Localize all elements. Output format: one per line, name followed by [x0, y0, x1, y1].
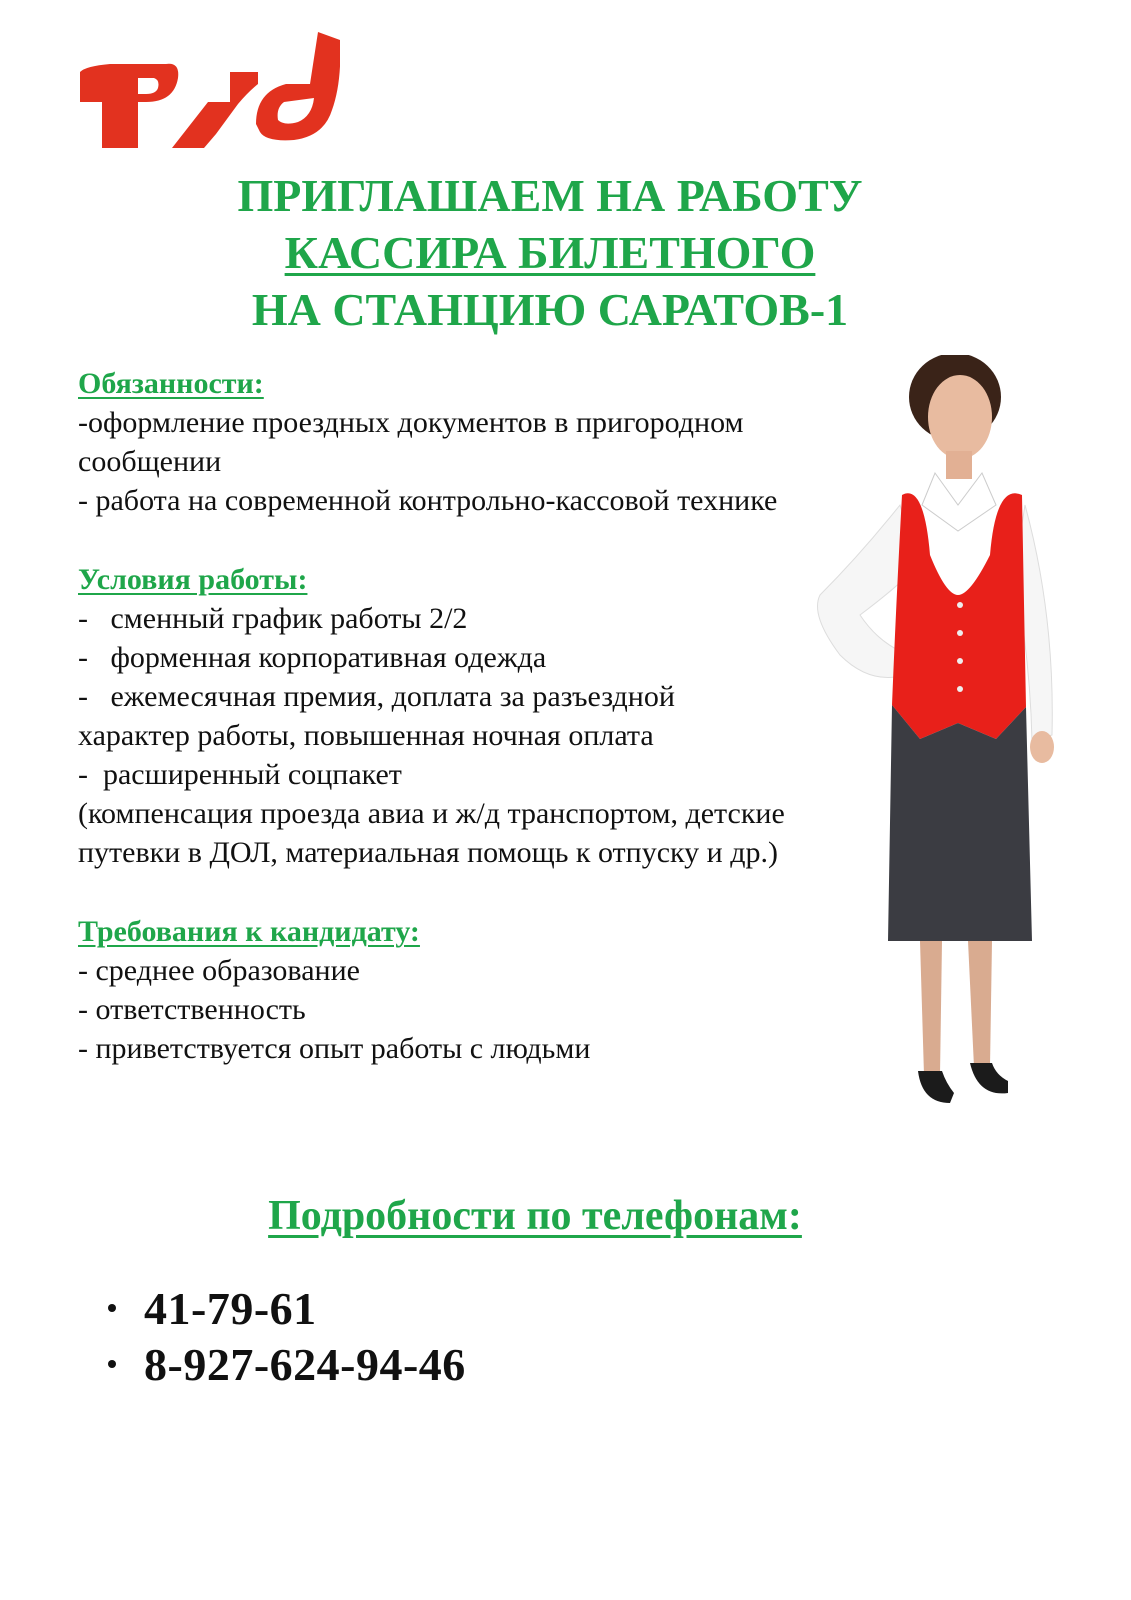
duty-item: - работа на современной контрольно-кассовой технике: [78, 484, 778, 517]
condition-item: - ежемесячная премия, доплата за разъездной: [78, 680, 675, 713]
condition-item: характер работы, повышенная ночная оплата: [78, 719, 654, 752]
bullet-icon: [108, 1360, 116, 1368]
duties-section: [78, 364, 777, 520]
title-line-3: НА СТАНЦИЮ САРАТОВ-1: [251, 284, 849, 335]
duties-list: [78, 403, 777, 520]
phone-number[interactable]: 8-927-624-94-46: [144, 1338, 466, 1390]
conditions-list: [78, 599, 785, 872]
phone-item: [108, 1280, 466, 1336]
title-line-1: ПРИГЛАШАЕМ НА РАБОТУ: [237, 170, 863, 221]
requirement-item: - ответственность: [78, 993, 306, 1026]
phone-list: [108, 1280, 466, 1392]
condition-item: - форменная корпоративная одежда: [78, 641, 547, 674]
title-position: КАССИРА БИЛЕТНОГО: [284, 227, 816, 278]
duties-heading: Обязанности:: [78, 367, 264, 400]
bullet-icon: [108, 1304, 116, 1312]
condition-item: путевки в ДОЛ, материальная помощь к отпуску и др.): [78, 836, 778, 869]
conditions-heading: Условия работы:: [78, 563, 308, 596]
condition-item: (компенсация проезда авиа и ж/д транспортом, детские: [78, 797, 785, 830]
duty-item: сообщении: [78, 445, 222, 478]
title-line-2: [0, 224, 1100, 282]
requirement-item: - приветствуется опыт работы с людьми: [78, 1032, 591, 1065]
phone-number[interactable]: 41-79-61: [144, 1282, 317, 1334]
requirements-section: [78, 912, 590, 1068]
condition-item: - расширенный соцпакет: [78, 758, 402, 791]
requirement-item: - среднее образование: [78, 954, 360, 987]
phone-item: [108, 1336, 466, 1392]
requirements-heading: Требования к кандидату:: [78, 915, 420, 948]
cashier-woman-photo: [800, 355, 1065, 1175]
condition-item: - сменный график работы 2/2: [78, 602, 468, 635]
rzd-logo-icon: [80, 32, 340, 154]
contacts-heading: Подробности по телефонам:: [268, 1193, 802, 1239]
duty-item: -оформление проездных документов в пригородном: [78, 406, 744, 439]
requirements-list: [78, 951, 590, 1068]
conditions-section: [78, 560, 785, 872]
